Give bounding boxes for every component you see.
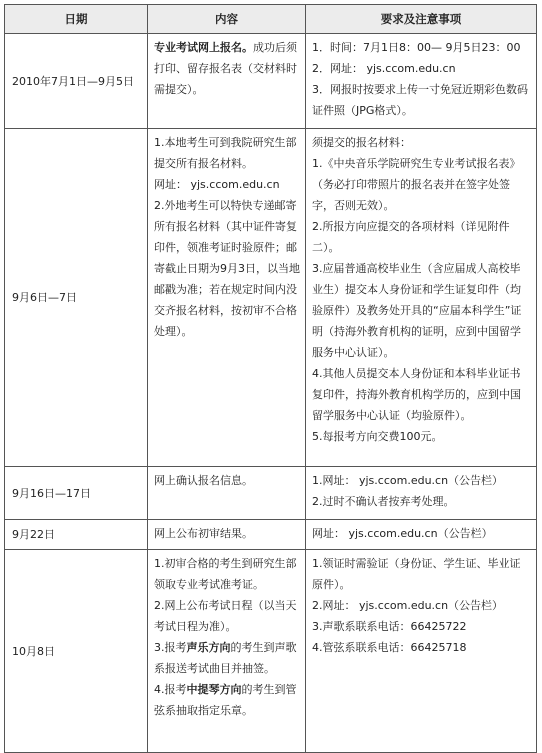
header-date: 日期 — [5, 5, 148, 34]
content-line: 4.报考中提琴方向的考生到管弦系抽取指定乐章。 — [154, 683, 297, 717]
date-cell: 2010年7月1日—9月5日 — [5, 34, 148, 129]
header-content: 内容 — [148, 5, 306, 34]
note-line: 2.网址： yjs.ccom.edu.cn（公告栏） — [312, 599, 504, 612]
content-cell — [148, 129, 306, 467]
content-line: 3.报考声乐方向的考生到声歌系报送考试曲目并抽签。 — [154, 641, 297, 675]
note-line: 2.所报方向应提交的各项材料（详见附件二）。 — [312, 220, 510, 254]
table-row — [5, 467, 537, 520]
note-line: 5.每报考方向交费100元。 — [312, 430, 443, 443]
table-row — [5, 550, 537, 753]
content-bold-text: 声乐方向 — [186, 641, 231, 654]
content-cell: 网上确认报名信息。 — [148, 467, 306, 520]
note-line: 1.《中央音乐学院研究生专业考试报名表》（务必打印带照片的报名表并在签字处签字，否则无效）。 — [312, 157, 521, 212]
header-row — [5, 5, 537, 34]
table-row — [5, 129, 537, 467]
content-text: 成功后须打印、留存报名表（交材料时需提交）。 — [154, 41, 297, 96]
table-row — [5, 520, 537, 550]
note-line: 4.管弦系联系电话：66425718 — [312, 641, 467, 654]
date-cell: 9月22日 — [5, 520, 148, 550]
header-notes: 要求及注意事项 — [306, 5, 537, 34]
date-cell: 9月6日—7日 — [5, 129, 148, 467]
note-line: 2．网址： yjs.ccom.edu.cn — [312, 62, 456, 75]
date-cell: 9月16日—17日 — [5, 467, 148, 520]
note-line: 4.其他人员提交本人身份证和本科毕业证书复印件，持海外教育机构学历的，应到中国留学服务中心认证（均验原件）。 — [312, 367, 521, 422]
note-line: 1．时间：7月1日8：00— 9月5日23：00 — [312, 41, 521, 54]
content-bold-text: 中提琴方向 — [186, 683, 242, 696]
content-cell: 网上公布初审结果。 — [148, 520, 306, 550]
note-line: 2.过时不确认者按弃考处理。 — [312, 495, 455, 508]
content-line: 网址： yjs.ccom.edu.cn — [154, 178, 280, 191]
notes-cell — [306, 467, 537, 520]
notes-cell — [306, 550, 537, 753]
notes-cell — [306, 34, 537, 129]
note-line: 1.网址： yjs.ccom.edu.cn（公告栏） — [312, 474, 504, 487]
content-line: 1.初审合格的考生到研究生部领取专业考试准考证。 — [154, 557, 297, 591]
content-cell — [148, 550, 306, 753]
note-line: 3.应届普通高校毕业生（含应届成人高校毕业生）提交本人身份证和学生证复印件（均验原件）及教务处开具的“应届本科学生”证明（持海外教育机构的证明，应到中国留学服务中心认证）。 — [312, 262, 522, 359]
content-line: 1.本地考生可到我院研究生部提交所有报名材料。 — [154, 136, 297, 170]
table-row — [5, 34, 537, 129]
schedule-table — [4, 4, 537, 753]
note-line: 3.声歌系联系电话：66425722 — [312, 620, 467, 633]
note-line: 1.领证时需验证（身份证、学生证、毕业证原件）。 — [312, 557, 521, 591]
note-line: 3．网报时按要求上传一寸免冠近期彩色数码证件照（JPG格式）。 — [312, 83, 528, 117]
notes-cell: 网址： yjs.ccom.edu.cn（公告栏） — [306, 520, 537, 550]
date-cell: 10月8日 — [5, 550, 148, 753]
content-line: 2.外地考生可以特快专递邮寄所有报名材料（其中证件寄复印件，领准考证时验原件；邮寄截止日期为9月3日，以当地邮戳为准；若在规定时间内没交齐报名材料，按初审不合格处理）。 — [154, 199, 300, 338]
content-bold-text: 专业考试网上报名。 — [154, 41, 253, 54]
content-line: 2.网上公布考试日程（以当天考试日程为准）。 — [154, 599, 297, 633]
notes-cell — [306, 129, 537, 467]
note-line: 须提交的报名材料： — [312, 136, 411, 149]
content-cell — [148, 34, 306, 129]
